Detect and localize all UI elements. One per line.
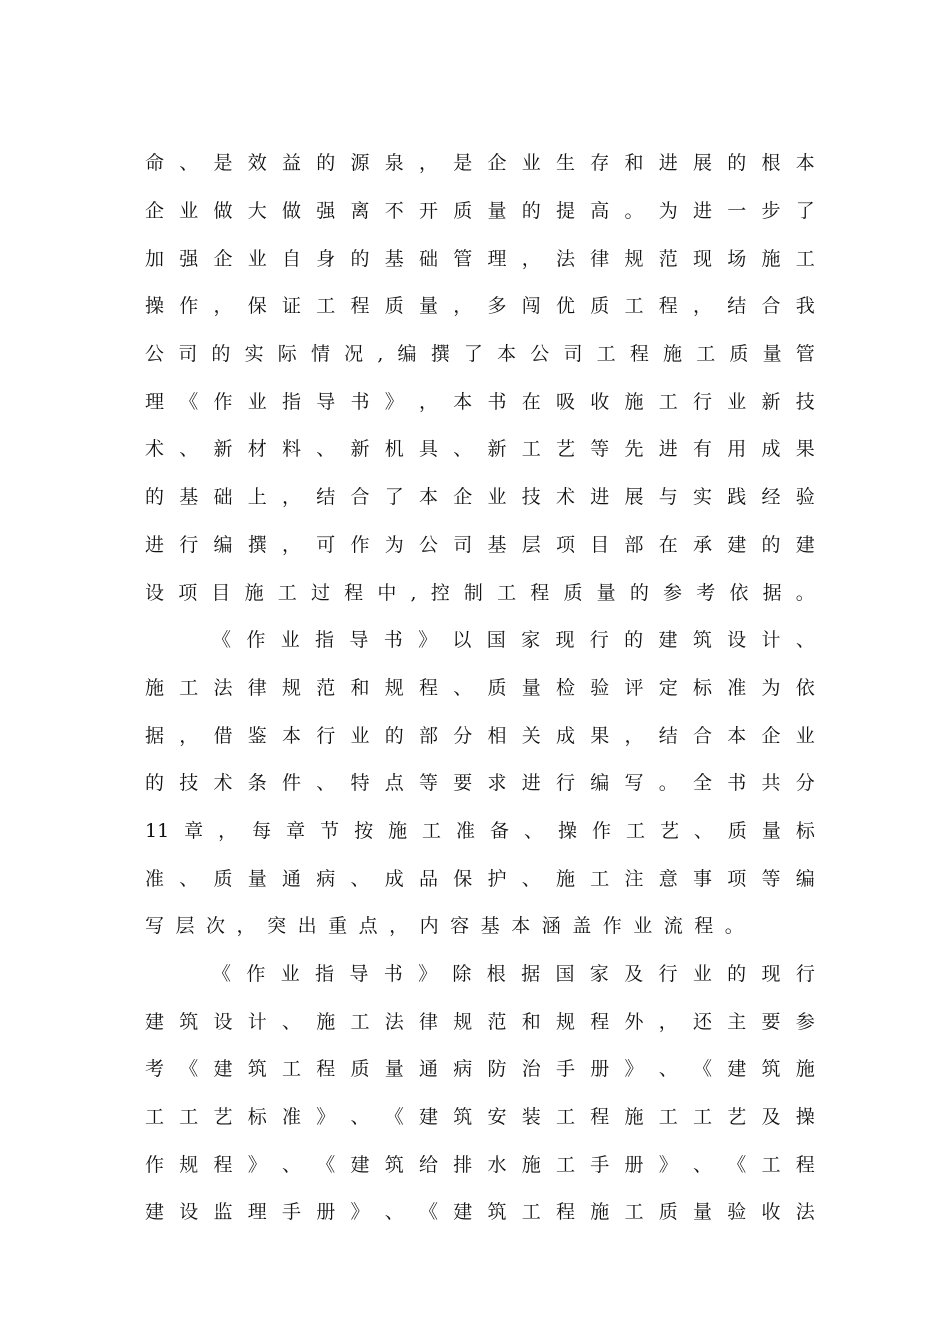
text-line: 操 作 ， 保 证 工 程 质 量 ， 多 闯 优 质 工 程 ， 结 合 我 [145, 295, 815, 318]
text-line: 设 项 目 施 工 过 程 中 , 控 制 工 程 质 量 的 参 考 依 据 。 [145, 581, 815, 604]
text-line: 命 、 是 效 益 的 源 泉 ， 是 企 业 生 存 和 进 展 的 根 本 [145, 152, 815, 175]
text-line: 加 强 企 业 自 身 的 基 础 管 理 ， 法 律 规 范 现 场 施 工 [145, 247, 815, 270]
text-line: 企 业 做 大 做 强 离 不 开 质 量 的 提 高 。 为 进 一 步 了 [145, 200, 815, 223]
text-line: 据 ， 借 鉴 本 行 业 的 部 分 相 关 成 果 ， 结 合 本 企 业 [145, 724, 815, 747]
text-line: 理 《 作 业 指 导 书 》 ， 本 书 在 吸 收 施 工 行 业 新 技 [145, 390, 815, 413]
text-line: 的 基 础 上 ， 结 合 了 本 企 业 技 术 进 展 与 实 践 经 验 [145, 486, 815, 509]
text-line: 《 作 业 指 导 书 》 以 国 家 现 行 的 建 筑 设 计 、 [212, 629, 815, 652]
text-line: 建 设 监 理 手 册 》 、 《 建 筑 工 程 施 工 质 量 验 收 法 [145, 1201, 815, 1224]
text-line: 的 技 术 条 件 、 特 点 等 要 求 进 行 编 写 。 全 书 共 分 [145, 772, 815, 795]
text-line: 准 、 质 量 通 病 、 成 品 保 护 、 施 工 注 意 事 项 等 编 [145, 867, 815, 890]
body-text [145, 140, 815, 1237]
text-line: 建 筑 设 计 、 施 工 法 律 规 范 和 规 程 外 ， 还 主 要 参 [145, 1010, 815, 1033]
text-line: 写 层 次 ， 突 出 重 点 ， 内 容 基 本 涵 盖 作 业 流 程 。 [145, 915, 744, 938]
text-line: 作 规 程 》 、 《 建 筑 给 排 水 施 工 手 册 》 、 《 工 程 [145, 1153, 815, 1176]
text-line: 进 行 编 撰 ， 可 作 为 公 司 基 层 项 目 部 在 承 建 的 建 [145, 533, 815, 556]
text-line: 工 工 艺 标 准 》 、 《 建 筑 安 装 工 程 施 工 工 艺 及 操 [145, 1106, 815, 1129]
text-line: 《 作 业 指 导 书 》 除 根 据 国 家 及 行 业 的 现 行 [212, 963, 815, 986]
text-line: 术 、 新 材 料 、 新 机 具 、 新 工 艺 等 先 进 有 用 成 果 [145, 438, 815, 461]
text-line: 公 司 的 实 际 情 况 , 编 撰 了 本 公 司 工 程 施 工 质 量 管 [145, 343, 815, 366]
text-line: 11 章 ， 每 章 节 按 施 工 准 备 、 操 作 工 艺 、 质 量 标 [145, 819, 815, 842]
text-line: 考 《 建 筑 工 程 质 量 通 病 防 治 手 册 》 、 《 建 筑 施 [145, 1058, 815, 1081]
text-line: 施 工 法 律 规 范 和 规 程 、 质 量 检 验 评 定 标 准 为 依 [145, 676, 815, 699]
